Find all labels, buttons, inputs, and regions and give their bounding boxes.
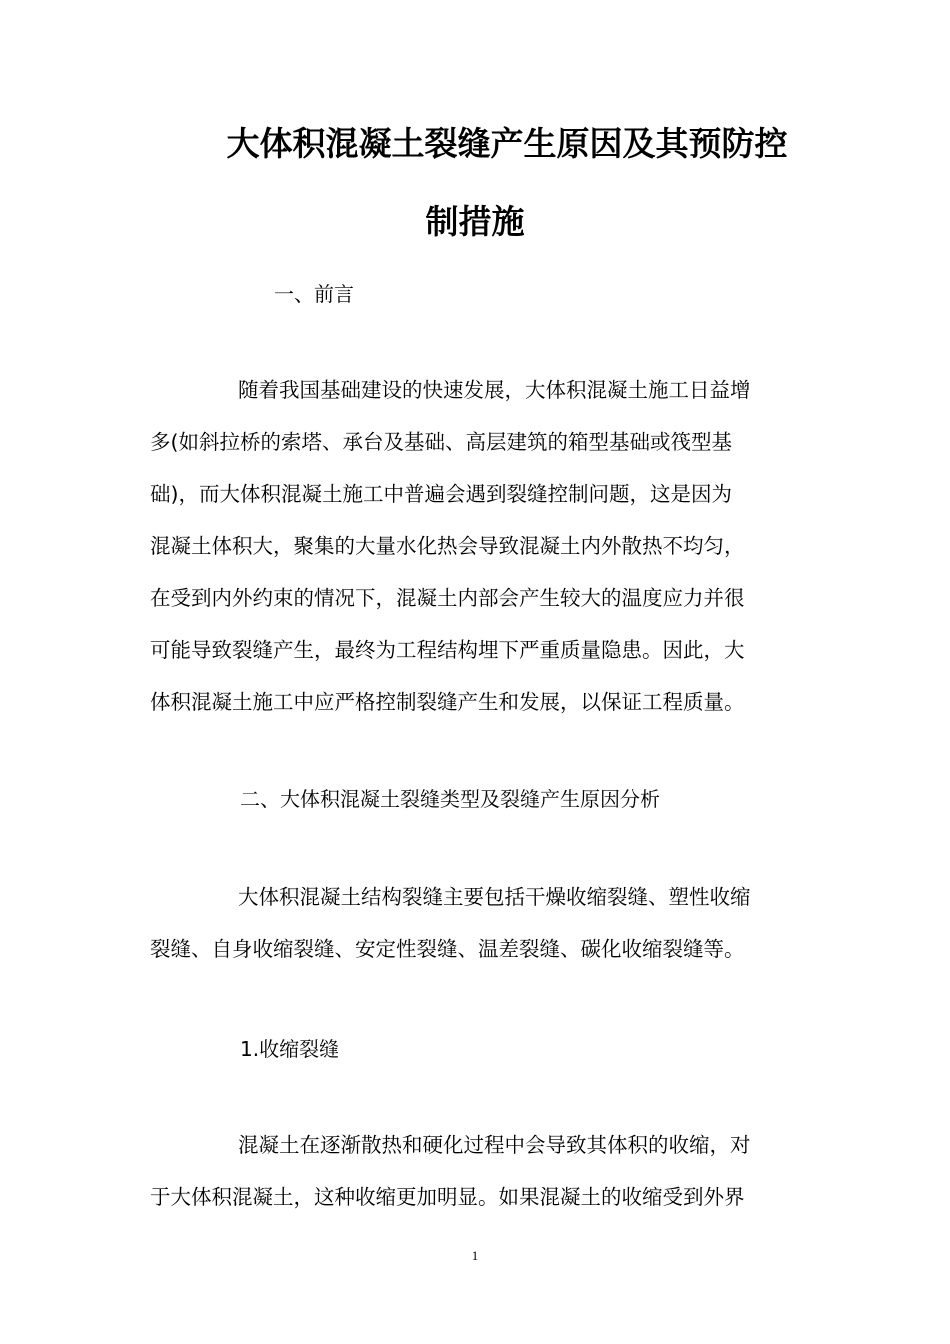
paragraph-line: 大体积混凝土结构裂缝主要包括干燥收缩裂缝、塑性收缩 — [238, 885, 751, 909]
paragraph-line: 混凝土体积大，聚集的大量水化热会导致混凝土内外散热不均匀， — [150, 534, 745, 558]
paragraph-line: 体积混凝土施工中应严格控制裂缝产生和发展，以保证工程质量。 — [150, 690, 745, 714]
paragraph-line: 可能导致裂缝产生，最终为工程结构埋下严重质量隐患。因此，大 — [150, 638, 745, 662]
document-title-line-2: 制措施 — [425, 202, 525, 241]
paragraph-line: 多(如斜拉桥的索塔、承台及基础、高层建筑的箱型基础或筏型基 — [150, 430, 732, 454]
paragraph-line: 混凝土在逐渐散热和硬化过程中会导致其体积的收缩，对 — [238, 1133, 751, 1157]
paragraph-line: 础)，而大体积混凝土施工中普遍会遇到裂缝控制问题，这是因为 — [150, 482, 732, 506]
document-title-text-1: 大体积混凝土裂缝产生原因及其预防控 — [226, 124, 788, 163]
paragraph-crack-types — [150, 871, 798, 975]
paragraph-line: 于大体积混凝土，这种收缩更加明显。如果混凝土的收缩受到外界 — [150, 1185, 745, 1209]
document-title-line-1 — [0, 124, 950, 164]
section-heading-preface: 一、前言 — [274, 282, 354, 306]
section-heading-crack-types: 二、大体积混凝土裂缝类型及裂缝产生原因分析 — [240, 787, 660, 811]
paragraph-line: 在受到内外约束的情况下，混凝土内部会产生较大的温度应力并很 — [150, 586, 745, 610]
paragraph-intro — [150, 364, 798, 728]
paragraph-shrinkage — [150, 1119, 798, 1223]
subsection-heading-shrinkage: 1.收缩裂缝 — [240, 1037, 340, 1061]
paragraph-line: 裂缝、自身收缩裂缝、安定性裂缝、温差裂缝、碳化收缩裂缝等。 — [150, 937, 745, 961]
page-number: 1 — [471, 1248, 479, 1263]
paragraph-line: 随着我国基础建设的快速发展，大体积混凝土施工日益增 — [238, 378, 751, 402]
